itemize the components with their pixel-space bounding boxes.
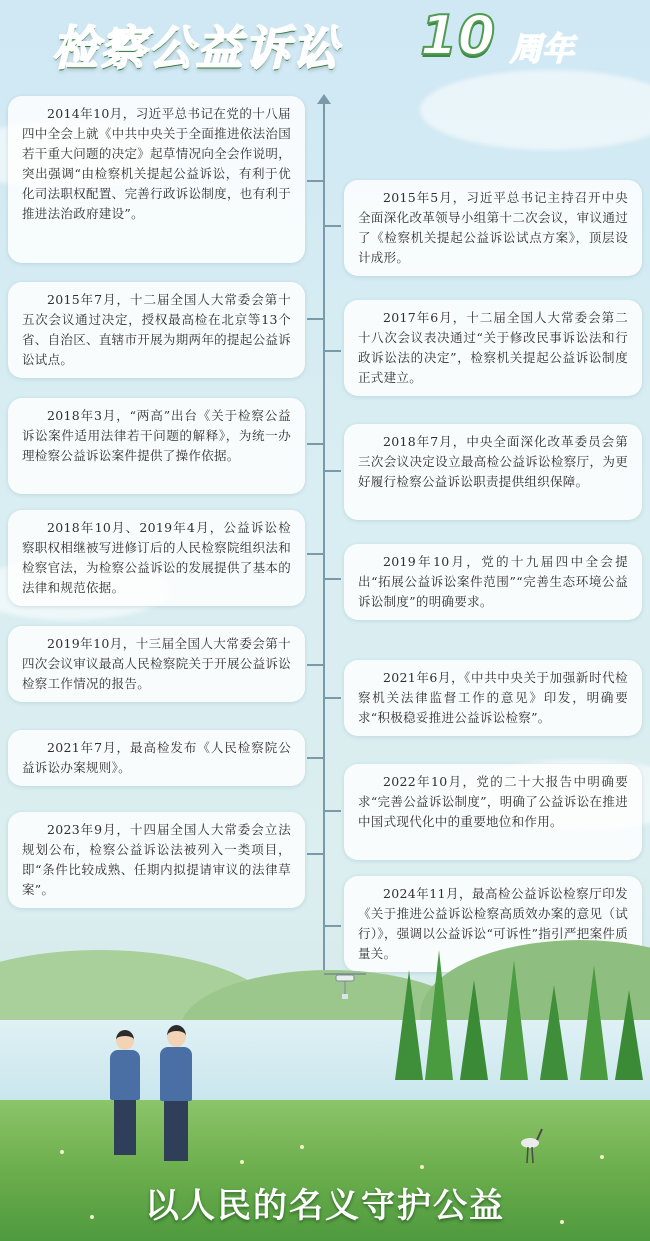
event-card-2018-03: 2018年3月，“两高”出台《关于检察公益诉讼案件适用法律若干问题的解释》，为统一办理检察公益诉讼案件提供了操作依据。 [8, 398, 305, 494]
timeline-line [323, 98, 325, 978]
flower [60, 1150, 64, 1154]
tree [580, 965, 608, 1080]
slogan: 以人民的名义守护公益 [145, 1186, 505, 1226]
tree [460, 980, 488, 1080]
prosecutor-figure-male [158, 1025, 194, 1165]
event-card-2019-10-cpc: 2019年10月，党的十九届四中全会提出“拓展公益诉讼案件范围”“完善生态环境公益诉讼制度”的明确要求。 [344, 544, 642, 620]
timeline-tick [325, 810, 341, 812]
title-number: 10 [420, 4, 496, 67]
event-card-2023-09: 2023年9月，十四届全国人大常委会立法规划公布，检察公益诉讼法被列入一类项目，即“条件比较成熟、任期内拟提请审议的法律草案”。 [8, 812, 305, 908]
tree [500, 960, 528, 1080]
event-card-2018-10: 2018年10月、2019年4月，公益诉讼检察职权相继被写进修订后的人民检察院组织法和检察官法，为检察公益诉讼的发展提供了基本的法律和规范依据。 [8, 510, 305, 606]
event-card-2018-07: 2018年7月，中央全面深化改革委员会第三次会议决定设立最高检公益诉讼检察厅，为更好履行检察公益诉讼职责提供组织保障。 [344, 424, 642, 520]
flower [300, 1145, 304, 1149]
event-card-2015-07: 2015年7月，十二届全国人大常委会第十五次会议通过决定，授权最高检在北京等13个省、自治区、直辖市开展为期两年的提起公益诉讼试点。 [8, 282, 305, 378]
timeline-tick [325, 350, 341, 352]
timeline-tick [307, 443, 323, 445]
title-suffix: 周年 [510, 30, 575, 68]
timeline-tick [325, 925, 341, 927]
cloud [420, 70, 650, 150]
event-card-2014-10: 2014年10月，习近平总书记在党的十八届四中全会上就《中共中央关于全面推进依法治国若干重大问题的决定》起草情况向全会作说明，突出强调“由检察机关提起公益诉讼，有利于优化司法职权配置、完善行政诉讼制度，也有利于推进法治政府建设”。 [8, 96, 305, 263]
drone-icon [320, 970, 370, 984]
event-card-2019-10-npc: 2019年10月，十三届全国人大常委会第十四次会议审议最高人民检察院关于开展公益诉讼检察工作情况的报告。 [8, 626, 305, 702]
tree [395, 970, 423, 1080]
timeline-tick [325, 470, 341, 472]
flower [240, 1160, 244, 1164]
event-card-2015-05: 2015年5月，习近平总书记主持召开中央全面深化改革领导小组第十二次会议，审议通过了《检察机关提起公益诉讼试点方案》，顶层设计成形。 [344, 180, 642, 276]
event-card-2021-06: 2021年6月，《中共中央关于加强新时代检察机关法律监督工作的意见》印发，明确要求“积极稳妥推进公益诉讼检察”。 [344, 660, 642, 736]
flower [420, 1165, 424, 1169]
timeline-tick [307, 757, 323, 759]
prosecutor-figure-female [108, 1030, 142, 1160]
tree [615, 990, 643, 1080]
timeline-tick [307, 180, 323, 182]
crane-bird [515, 1125, 545, 1165]
title-main: 检察公益诉讼 [52, 21, 340, 75]
event-card-2024-11: 2024年11月，最高检公益诉讼检察厅印发《关于推进公益诉讼检察高质效办案的意见（试行）》，强调以公益诉讼“可诉性”指引严把案件质量关。 [344, 876, 642, 972]
timeline-tick [307, 318, 323, 320]
tree [425, 950, 453, 1080]
event-card-2017-06: 2017年6月，十二届全国人大常委会第二十八次会议表决通过“关于修改民事诉讼法和行政诉讼法的决定”，检察机关提起公益诉讼制度正式建立。 [344, 300, 642, 396]
timeline-tick [325, 697, 341, 699]
timeline-tick [307, 853, 323, 855]
event-card-2022-10: 2022年10月，党的二十大报告中明确要求“完善公益诉讼制度”，明确了公益诉讼在推进中国式现代化中的重要地位和作用。 [344, 764, 642, 860]
event-card-2021-07: 2021年7月，最高检发布《人民检察院公益诉讼办案规则》。 [8, 730, 305, 786]
flower [600, 1155, 604, 1159]
timeline-tick [325, 578, 341, 580]
tree [540, 985, 568, 1080]
timeline-tick [307, 553, 323, 555]
timeline-tick [325, 225, 341, 227]
page-title [0, 0, 650, 80]
timeline-tick [307, 664, 323, 666]
